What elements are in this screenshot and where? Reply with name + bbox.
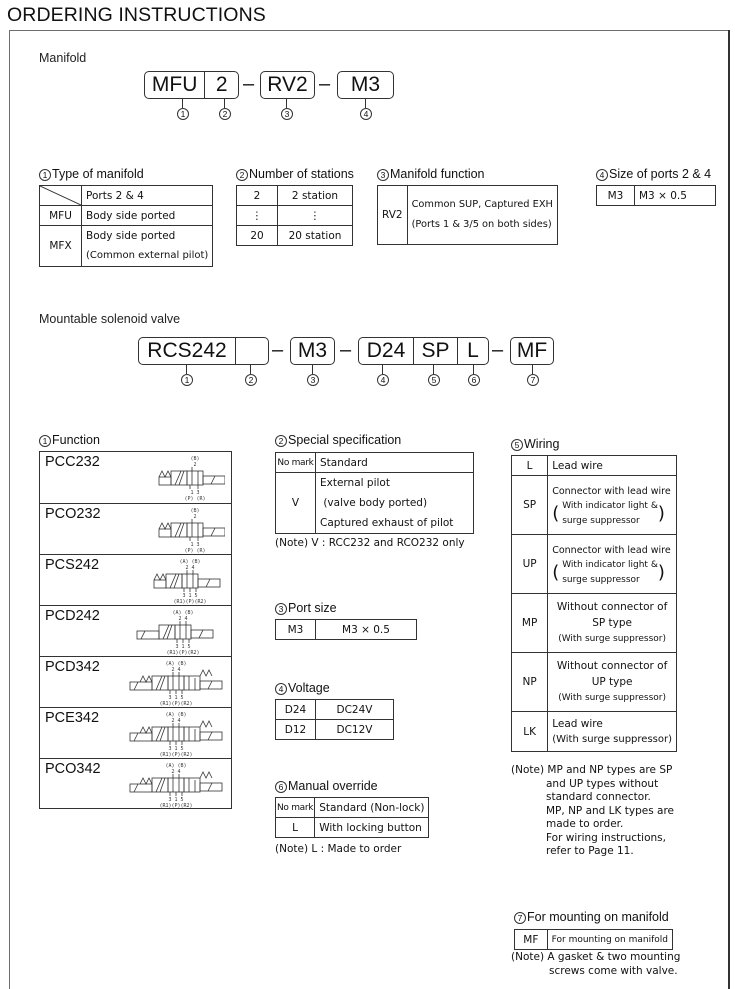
table-row: M3 M3 × 0.5 [276,620,417,640]
table-row: LK Lead wire (With surge suppressor) [512,712,677,752]
valve-code-special [235,338,268,364]
port-number-bottom: 3 1 5 [175,644,191,650]
number-marker: 1 [39,435,51,447]
table-row: L With locking button [276,818,429,838]
port-number-bottom: 3 1 5 [168,695,184,701]
table-row: SP Connector with lead wire ( With indicator light & surge suppressor ) [512,476,677,535]
port-number-top: 2 [193,514,197,520]
bracket-open: ( [552,561,560,583]
table-row: MFX Body side ported (Common external pilot) [40,226,213,267]
wiring-note: (Note) MP and NP types are SP and UP types without standard connector. MP, NP and LK types are made to order. For wiring instructions, refer to Page 11. [511,764,674,857]
wiring-table [511,455,677,752]
page-title: ORDERING INSTRUCTIONS [7,4,266,26]
marker-5: 5 [428,374,440,386]
special-spec-note: (Note) V : RCC232 and RCO232 only [275,537,465,549]
function-code: PCS242 [45,557,100,573]
table-row: MF For mounting on manifold [515,930,673,950]
diagonal-header-cell [40,186,82,206]
valve-code-port-size: M3 [297,339,328,362]
table-row: L Lead wire [512,456,677,476]
port-number-top: 2 [193,462,197,468]
function-code: PCO342 [45,761,101,777]
manifold-code-port-size: M3 [350,73,381,96]
port-number-bottom: 3 1 5 [168,797,184,803]
function-row [40,656,231,707]
voltage-title: 4 Voltage [275,681,330,695]
marker-line [312,365,313,374]
marker-line [473,365,474,374]
marker-4: 4 [360,108,372,120]
manifold-code-group-1 [144,71,239,99]
marker-line [433,365,434,374]
marker-1: 1 [181,374,193,386]
manual-override-title: 6 Manual override [275,779,378,793]
port-number-top: 2 4 [185,565,195,571]
valve-code-function: RCS242 [147,339,227,362]
port-label-bottom: (R1)(P)(R2) [159,701,193,707]
table-row: M3 M3 × 0.5 [597,186,716,206]
valve-symbol-icon [140,557,225,605]
port-label-top: (A) (B) [172,610,194,616]
port-number-top: 2 4 [171,769,181,775]
header-cell: Ports 2 & 4 [82,186,213,206]
code-dash: – [243,73,255,95]
function-table [39,451,232,809]
marker-7: 7 [527,374,539,386]
size-of-ports-table [596,185,716,206]
manifold-section-label: Manifold [39,51,87,65]
type-of-manifold-title: 1 Type of manifold [39,167,144,181]
special-spec-table [275,452,474,534]
number-marker: 2 [236,169,248,181]
function-code: PCC232 [45,454,100,470]
function-code: PCD342 [45,659,100,675]
valve-symbol-icon [157,454,225,502]
function-row [40,707,231,758]
number-marker: 3 [377,169,389,181]
manifold-code-type: MFU [151,73,198,96]
function-row [40,452,231,503]
number-of-stations-title: 2 Number of stations [236,167,354,181]
port-label-top: (A) (B) [165,661,187,667]
port-label-bottom: (R1)(P)(R2) [166,650,200,656]
bracket-close: ) [657,561,665,583]
code-dash: – [272,339,284,361]
valve-symbol-icon [120,659,225,707]
code-dash: – [319,73,331,95]
number-marker: 2 [275,435,287,447]
port-number-top: 2 4 [171,667,181,673]
type-of-manifold-table [39,185,213,267]
function-row [40,605,231,656]
port-size-table [275,619,417,640]
table-row: D12 DC12V [276,720,394,740]
port-label-bottom: (P) (R) [184,548,206,554]
marker-line [182,99,183,108]
table-row: MFU Body side ported [40,206,213,226]
function-code: PCE342 [45,710,100,726]
number-marker: 3 [275,603,287,615]
diagonal-line [40,186,81,205]
port-label-bottom: (R1)(P)(R2) [159,752,193,758]
valve-symbol-icon [120,710,225,758]
number-of-stations-table [236,185,353,246]
port-label-bottom: (P) (R) [184,496,206,502]
marker-line [365,99,366,108]
function-row [40,554,231,605]
manifold-function-table [377,185,558,245]
table-row: ⋮ ⋮ [237,206,353,226]
marker-line [250,365,251,374]
valve-code-mounting: MF [516,339,548,362]
table-row: V External pilot (valve body ported) Captured exhaust of pilot [276,473,474,534]
function-row [40,758,231,808]
marker-3: 3 [281,108,293,120]
marker-4: 4 [377,374,389,386]
valve-symbol-icon [125,608,225,656]
port-label-top: (A) (B) [179,559,201,565]
special-spec-title: 2 Special specification [275,433,401,447]
wiring-title: 5 Wiring [511,437,559,451]
function-row [40,503,231,554]
marker-2: 2 [245,374,257,386]
port-number-bottom: 3 1 5 [182,593,198,599]
table-row: NP Without connector of UP type (With surge suppressor) [512,653,677,712]
marker-6: 6 [468,374,480,386]
valve-symbol-icon [120,761,225,809]
valve-code-group-1 [138,337,269,365]
port-label-top: (A) (B) [165,712,187,718]
frame-shadow [728,30,730,989]
number-marker: 4 [596,169,608,181]
valve-code-group-3 [358,337,489,365]
port-number-bottom: 1 3 [190,542,200,548]
manifold-function-title: 3 Manifold function [377,167,485,181]
valve-code-override: L [457,338,488,364]
bracket-open: ( [552,502,560,524]
number-marker: 1 [39,169,51,181]
manifold-code-stations: 2 [204,72,238,98]
table-row: RV2 Common SUP, Captured EXH (Ports 1 & 3/5 on both sides) [378,186,558,245]
marker-line [532,365,533,374]
manual-override-note: (Note) L : Made to order [275,843,402,855]
table-row: No mark Standard [276,453,474,473]
port-number-bottom: 3 1 5 [168,746,184,752]
valve-code-group-2 [290,337,335,365]
table-row: No mark Standard (Non-lock) [276,798,429,818]
port-number-top: 2 4 [178,616,188,622]
mounting-table [514,929,673,950]
valve-code-group-4 [510,337,554,365]
port-number-bottom: 1 3 [190,490,200,496]
mounting-note: (Note) A gasket & two mounting screws come with valve. [511,951,681,977]
port-label-top: (B) [190,508,200,514]
marker-line [186,365,187,374]
manifold-code-function: RV2 [267,73,308,96]
port-label-top: (B) [190,456,200,462]
number-marker: 7 [514,912,526,924]
code-dash: – [340,339,352,361]
mounting-title: 7 For mounting on manifold [514,910,669,924]
voltage-table [275,699,394,740]
valve-section-label: Mountable solenoid valve [39,312,181,326]
number-marker: 6 [275,781,287,793]
port-size-title: 3 Port size [275,601,337,615]
code-dash: – [492,339,504,361]
table-row: 2 2 station [237,186,353,206]
bracket-close: ) [657,502,665,524]
table-row: UP Connector with lead wire ( With indicator light & surge suppressor ) [512,535,677,594]
marker-line [382,365,383,374]
port-label-top: (A) (B) [165,763,187,769]
number-marker: 5 [511,439,523,451]
manifold-code-group-3 [337,71,394,99]
function-code: PCO232 [45,506,101,522]
marker-1: 1 [177,108,189,120]
valve-symbol-icon [157,506,225,554]
manifold-code-group-2 [260,71,315,99]
table-row: D24 DC24V [276,700,394,720]
manual-override-table [275,797,429,838]
marker-line [224,99,225,108]
valve-code-voltage: D24 [366,339,406,362]
size-of-ports-title: 4 Size of ports 2 & 4 [596,167,711,181]
table-row: 20 20 station [237,226,353,246]
marker-2: 2 [219,108,231,120]
port-label-bottom: (R1)(P)(R2) [173,599,207,605]
port-number-top: 2 4 [171,718,181,724]
port-label-bottom: (R1)(P)(R2) [159,803,193,809]
function-title: 1 Function [39,433,100,447]
marker-line [286,99,287,108]
number-marker: 4 [275,683,287,695]
valve-code-wiring: SP [413,338,457,364]
marker-3: 3 [307,374,319,386]
function-code: PCD242 [45,608,100,624]
table-row: MP Without connector of SP type (With surge suppressor) [512,594,677,653]
